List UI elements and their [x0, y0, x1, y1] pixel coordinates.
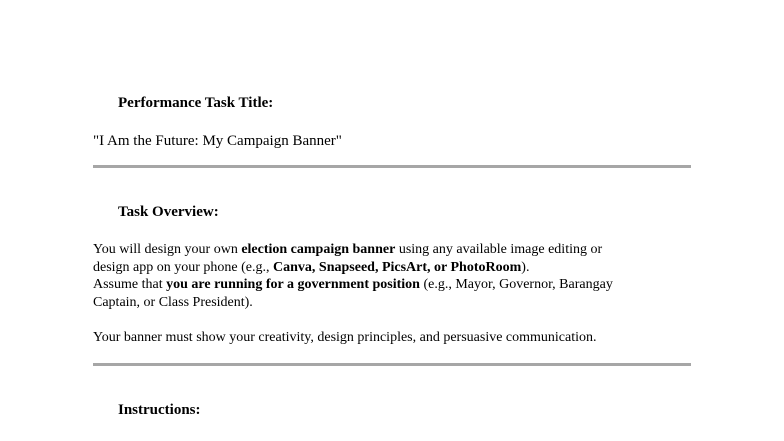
- overview-text: Assume that: [93, 277, 167, 293]
- section-divider: [93, 165, 691, 168]
- overview-text: design app on your phone (e.g.,: [93, 259, 274, 275]
- overview-text: (e.g., Mayor, Governor, Barangay: [419, 277, 613, 293]
- overview-line-2: [93, 259, 693, 277]
- overview-text: You will design your own: [93, 242, 242, 257]
- task-overview-heading: Task Overview:: [118, 204, 219, 220]
- campaign-banner-title: "I Am the Future: My Campaign Banner": [93, 133, 342, 149]
- instructions-heading: Instructions:: [118, 402, 201, 418]
- overview-line-4: Captain, or Class President).: [93, 294, 253, 310]
- overview-text: using any available image editing or: [395, 242, 603, 257]
- task-overview-paragraph: [93, 241, 693, 311]
- task-overview-paragraph-2: [93, 329, 693, 347]
- overview-p2-line: Your banner must show your creativity, design principles, and persuasive communication.: [93, 330, 597, 345]
- performance-task-title-heading: Performance Task Title:: [118, 95, 274, 111]
- overview-bold-text: you are running for a government position: [166, 277, 420, 293]
- overview-text: ).: [521, 259, 530, 275]
- overview-bold-text: Canva, Snapseed, PicsArt, or PhotoRoom: [273, 259, 522, 275]
- overview-line-3: [93, 276, 693, 294]
- overview-bold-text: election campaign banner: [241, 242, 396, 257]
- overview-line-1: [93, 241, 693, 259]
- section-divider: [93, 363, 691, 366]
